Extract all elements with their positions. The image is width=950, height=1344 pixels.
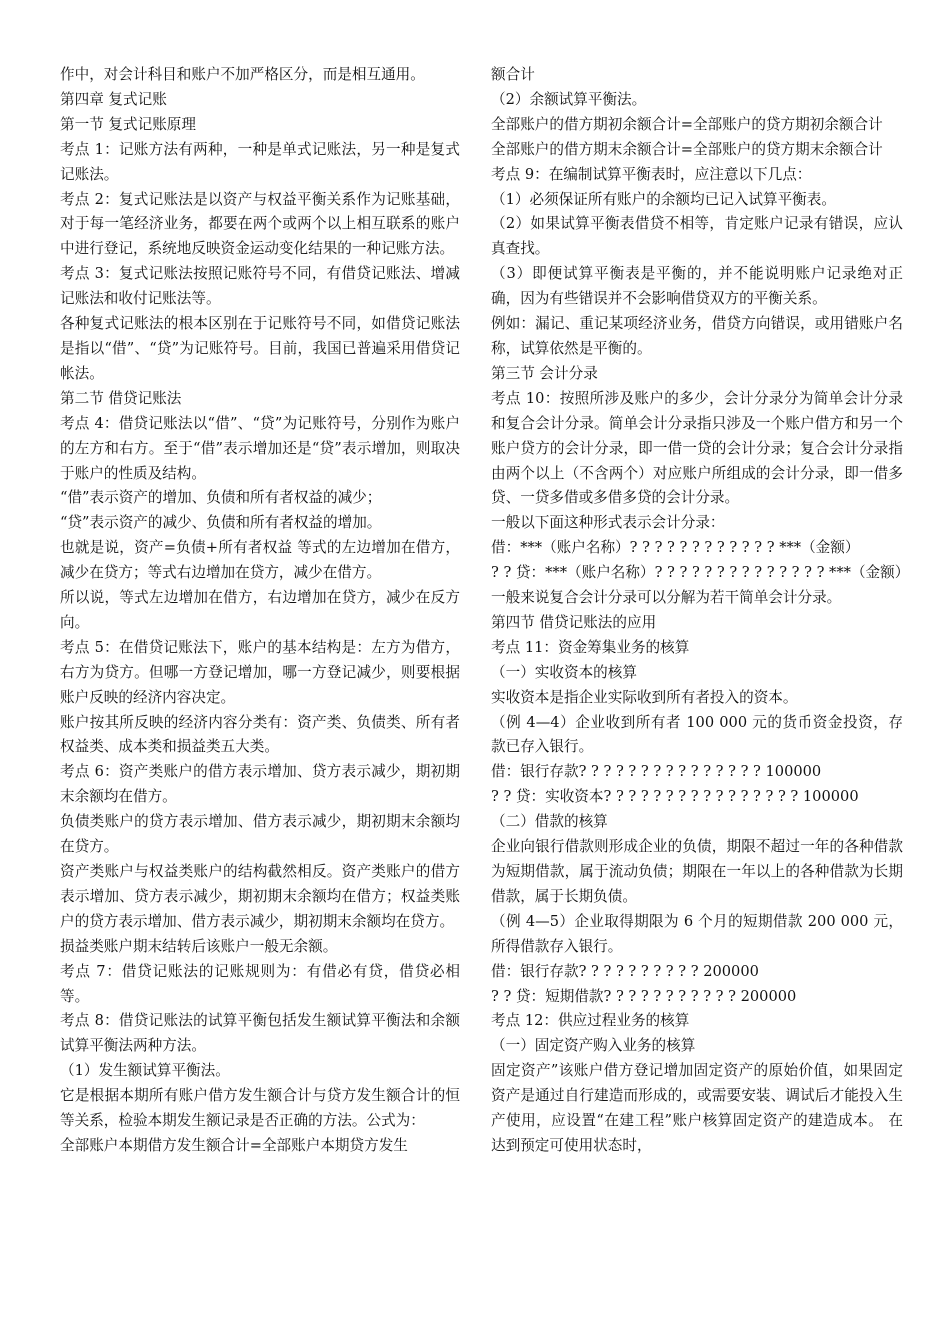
journal-entry-line: 借：***（账户名称）? ? ? ? ? ? ? ? ? ? ? ? ***（金额） — [491, 539, 860, 557]
paragraph: （2）余额试算平衡法。 — [491, 90, 647, 108]
paragraph: 考点 11：资金筹集业务的核算 — [491, 638, 690, 656]
paragraph: 考点 4：借贷记账法以“借”、“贷”为记账符号，分别作为账户的左方和右方。至于“借”表示增加还是“贷”表示增加，则取决于账户的性质及结构。 — [60, 414, 460, 482]
paragraph: “借”表示资产的增加、负债和所有者权益的减少； — [60, 489, 382, 507]
paragraph: 它是根据本期所有账户借方发生额合计与贷方发生额合计的恒等关系，检验本期发生额记录是否正确的方法。公式为： — [60, 1087, 460, 1130]
paragraph: 全部账户本期借方发生额合计=全部账户本期贷方发生 — [60, 1136, 408, 1154]
paragraph: （3）即便试算平衡表是平衡的，并不能说明账户记录绝对正确，因为有些错误并不会影响借贷双方的平衡关系。 — [491, 265, 903, 308]
paragraph: 考点 7：借贷记账法的记账规则为：有借必有贷，借贷必相等。 — [60, 962, 460, 1005]
paragraph: 也就是说，资产=负债+所有者权益 等式的左边增加在借方，减少在贷方；等式右边增加在贷方，减少在借方。 — [60, 539, 460, 582]
section-heading: 第二节 借贷记账法 — [60, 389, 182, 407]
paragraph: 一般以下面这种形式表示会计分录： — [491, 514, 725, 532]
paragraph: （例 4—4）企业收到所有者 100 000 元的货币资金投资，存款已存入银行。 — [491, 713, 903, 756]
paragraph: （1）必须保证所有账户的余额均已记入试算平衡表。 — [491, 190, 836, 208]
paragraph: （一）固定资产购入业务的核算 — [491, 1037, 696, 1055]
journal-entry-line: ? ? 贷：短期借款? ? ? ? ? ? ? ? ? ? ? 200000 — [491, 987, 797, 1005]
paragraph: （2）如果试算平衡表借贷不相等，肯定账户记录有错误，应认真查找。 — [491, 215, 903, 258]
paragraph: 企业向银行借款则形成企业的负债，期限不超过一年的各种借款为短期借款，属于流动负债；期限在一年以上的各种借款为长期借款，属于长期负债。 — [491, 838, 903, 905]
paragraph: 损益类账户期末结转后该账户一般无余额。 — [60, 937, 338, 955]
paragraph: 额合计 — [491, 66, 535, 83]
paragraph: 资产类账户与权益类账户的结构截然相反。资产类账户的借方表示增加、贷方表示减少，期初期末余额均在借方；权益类账户的贷方表示增加、借方表示减少，期初期末余额均在贷方。 — [60, 863, 460, 930]
paragraph: 考点 12：供应过程业务的核算 — [491, 1012, 690, 1030]
paragraph: 例如：漏记、重记某项经济业务，借贷方向错误，或用错账户名称，试算依然是平衡的。 — [491, 315, 903, 357]
journal-entry-line: ? ? 贷：实收资本? ? ? ? ? ? ? ? ? ? ? ? ? ? ? ? 100000 — [491, 788, 859, 806]
paragraph: 作中，对会计科目和账户不加严格区分，而是相互通用。 — [60, 66, 425, 83]
section-heading: 第一节 复式记账原理 — [60, 115, 196, 133]
paragraph: 全部账户的借方期初余额合计=全部账户的贷方期初余额合计 — [491, 115, 883, 133]
paragraph: 考点 9：在编制试算平衡表时，应注意以下几点： — [491, 165, 812, 183]
paragraph: 考点 5：在借贷记账法下，账户的基本结构是：左方为借方，右方为贷方。但哪一方登记增加，哪一方登记减少，则要根据账户反映的经济内容决定。 — [60, 638, 460, 706]
paragraph: 固定资产”该账户借方登记增加固定资产的原始价值，如果固定资产是通过自行建造而形成的，或需要安装、调试后才能投入生产使用，应设置“在建工程”账户核算固定资产的建造成本。 在达到预定可使用状态时， — [491, 1062, 903, 1154]
section-heading: 第三节 会计分录 — [491, 364, 598, 382]
right-text-column — [491, 63, 910, 1159]
paragraph: 考点 3：复式记账法按照记账符号不同，有借贷记账法、增减记账法和收付记账法等。 — [60, 265, 460, 308]
paragraph: （1）发生额试算平衡法。 — [60, 1062, 230, 1080]
paragraph: 考点 2：复式记账法是以资产与权益平衡关系作为记账基础，对于每一笔经济业务，都要在两个或两个以上相互联系的账户中进行登记，系统地反映资金运动变化结果的一种记账方法。 — [60, 190, 460, 258]
paragraph: 实收资本是指企业实际收到所有者投入的资本。 — [491, 688, 798, 706]
paragraph: “贷”表示资产的减少、负债和所有者权益的增加。 — [60, 514, 382, 532]
paragraph: 一般来说复合会计分录可以分解为若干简单会计分录。 — [491, 589, 842, 607]
paragraph: 考点 1：记账方法有两种，一种是单式记账法，另一种是复式记账法。 — [60, 140, 460, 183]
chapter-heading: 第四章 复式记账 — [60, 90, 167, 108]
paragraph: 全部账户的借方期末余额合计=全部账户的贷方期末余额合计 — [491, 140, 883, 158]
left-text-column — [60, 63, 460, 1159]
section-heading: 第四节 借贷记账法的应用 — [491, 613, 657, 631]
paragraph: （二）借款的核算 — [491, 813, 608, 831]
paragraph: 所以说，等式左边增加在借方，右边增加在贷方，减少在反方向。 — [60, 589, 460, 631]
paragraph: 各种复式记账法的根本区别在于记账符号不同，如借贷记账法是指以“借”、“贷”为记账符号。目前，我国已普遍采用借贷记帐法。 — [60, 315, 460, 382]
paragraph: 考点 10：按照所涉及账户的多少，会计分录分为简单会计分录和复合会计分录。简单会计分录指只涉及一个账户借方和另一个账户贷方的会计分录，即一借一贷的会计分录；复合会计分录指由两个以上（不含两个）对应账户所组成的会计分录，即一借多贷、一贷多借或多借多贷的会计分录。 — [491, 389, 903, 507]
paragraph: 考点 6：资产类账户的借方表示增加、贷方表示减少，期初期末余额均在借方。 — [60, 763, 460, 806]
paragraph: （例 4—5）企业取得期限为 6 个月的短期借款 200 000 元，所得借款存入银行。 — [491, 912, 903, 955]
journal-entry-line: ? ? 贷：***（账户名称）? ? ? ? ? ? ? ? ? ? ? ? ? ? ***（金额） — [491, 564, 910, 582]
paragraph: 负债类账户的贷方表示增加、借方表示减少，期初期末余额均在贷方。 — [60, 813, 460, 856]
journal-entry-line: 借：银行存款? ? ? ? ? ? ? ? ? ? ? ? ? ? ? 100000 — [491, 763, 822, 781]
paragraph: （一）实收资本的核算 — [491, 663, 637, 681]
paragraph: 考点 8：借贷记账法的试算平衡包括发生额试算平衡法和余额试算平衡法两种方法。 — [60, 1012, 460, 1055]
journal-entry-line: 借：银行存款? ? ? ? ? ? ? ? ? ? 200000 — [491, 962, 759, 980]
paragraph: 账户按其所反映的经济内容分类有：资产类、负债类、所有者权益类、成本类和损益类五大类。 — [60, 713, 460, 756]
